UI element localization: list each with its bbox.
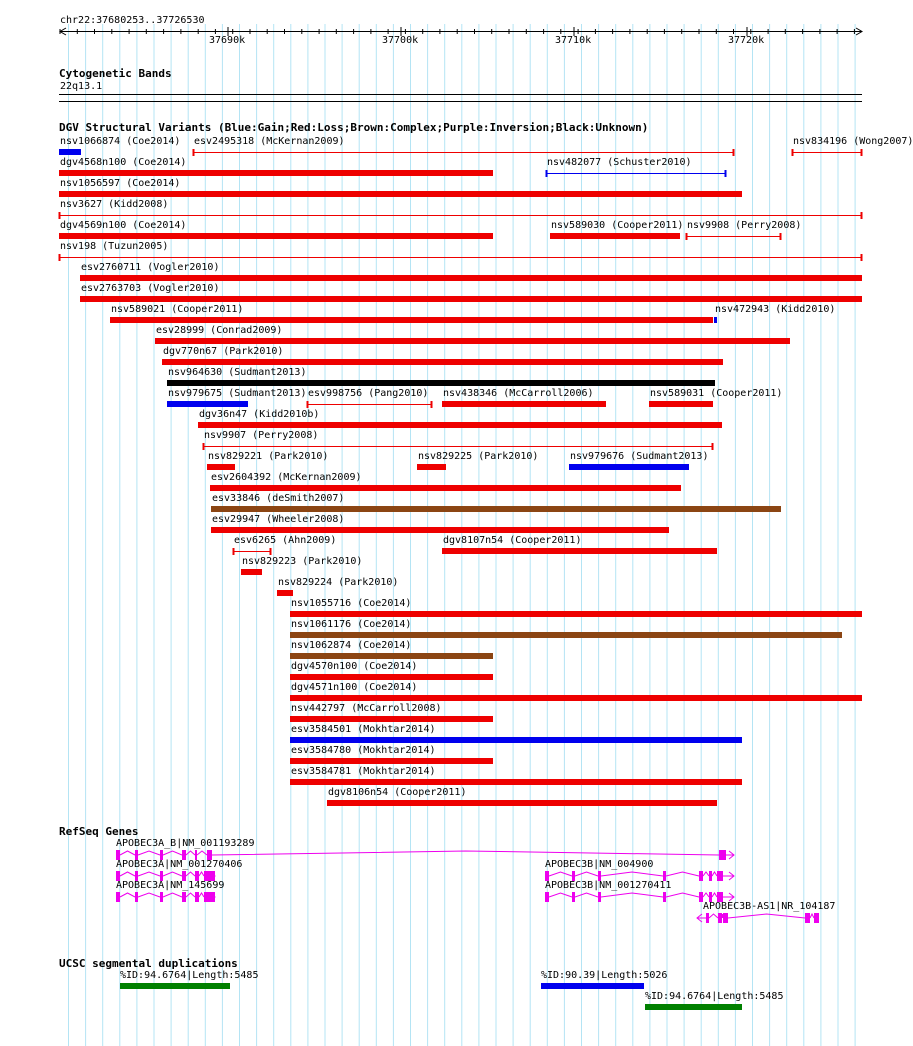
dgv-feature-label: dgv770n67 (Park2010) [163,346,284,357]
gene-label: APOBEC3B-AS1|NR_104187 [703,901,836,912]
ruler-tick-label: 37700k [382,35,419,46]
dgv-feature-label: esv3584501 (Mokhtar2014) [291,724,436,735]
dgv-feature-label: dgv4568n100 (Coe2014) [60,157,187,168]
cytoband-label: 22q13.1 [60,81,103,92]
dgv-feature-label: esv29947 (Wheeler2008) [212,514,345,525]
dgv-feature-label: nsv1062874 (Coe2014) [291,640,412,651]
dgv-feature-label: dgv8106n54 (Cooper2011) [328,787,467,798]
ruler-tick-label: 37690k [209,35,246,46]
dgv-feature-label: esv3584781 (Mokhtar2014) [291,766,436,777]
dgv-feature-label: nsv9907 (Perry2008) [204,430,319,441]
dgv-feature-label: esv28999 (Conrad2009) [156,325,283,336]
ruler-tick-label: 37710k [555,35,592,46]
dgv-feature-label: nsv9908 (Perry2008) [687,220,802,231]
dgv-feature-label: esv2763703 (Vogler2010) [81,283,220,294]
dgv-feature-label: esv3584780 (Mokhtar2014) [291,745,436,756]
dgv-feature-label: nsv482077 (Schuster2010) [547,157,692,168]
dgv-feature-label: nsv589031 (Cooper2011) [650,388,783,399]
dgv-feature-label: nsv198 (Tuzun2005) [60,241,169,252]
region-label: chr22:37680253..37726530 [60,15,205,26]
dgv-feature-label: esv998756 (Pang2010) [308,388,429,399]
cytoband-track-title: Cytogenetic Bands [59,67,172,80]
ruler-tick-label: 37720k [728,35,765,46]
dgv-feature-label: nsv589030 (Cooper2011) [551,220,684,231]
segdup-bar [120,983,230,989]
segdup-label: %ID:94.6764|Length:5485 [645,991,784,1002]
dgv-feature-label: nsv1055716 (Coe2014) [291,598,412,609]
dgv-feature-label: nsv829223 (Park2010) [242,556,363,567]
segdup-track-title: UCSC segmental duplications [59,957,238,970]
dgv-feature-label: nsv964630 (Sudmant2013) [168,367,307,378]
dgv-feature-label: esv2760711 (Vogler2010) [81,262,220,273]
dgv-feature-label: nsv472943 (Kidd2010) [715,304,836,315]
segdup-label: %ID:94.6764|Length:5485 [120,970,259,981]
segdup-bar [541,983,644,989]
segdup-label: %ID:90.39|Length:5026 [541,970,668,981]
dgv-feature-label: esv2604392 (McKernan2009) [211,472,362,483]
gene-label: APOBEC3B|NM_001270411 [545,880,672,891]
dgv-feature-label: nsv1066874 (Coe2014) [60,136,181,147]
dgv-feature-label: nsv442797 (McCarroll2008) [291,703,442,714]
dgv-feature-label: dgv8107n54 (Cooper2011) [443,535,582,546]
refseq-track-title: RefSeq Genes [59,825,139,838]
dgv-feature-label: nsv829225 (Park2010) [418,451,539,462]
dgv-feature-label: nsv438346 (McCarroll2006) [443,388,594,399]
dgv-feature-label: nsv1061176 (Coe2014) [291,619,412,630]
gene-label: APOBEC3A|NM_145699 [116,880,225,891]
dgv-feature-label: esv33846 (deSmith2007) [212,493,345,504]
dgv-feature-label: nsv589021 (Cooper2011) [111,304,244,315]
dgv-feature-label: dgv36n47 (Kidd2010b) [199,409,320,420]
dgv-feature-label: dgv4569n100 (Coe2014) [60,220,187,231]
gene-label: APOBEC3B|NM_004900 [545,859,654,870]
dgv-feature-label: dgv4570n100 (Coe2014) [291,661,418,672]
dgv-feature-label: nsv3627 (Kidd2008) [60,199,169,210]
dgv-track-title: DGV Structural Variants (Blue:Gain;Red:Loss;Brown:Complex;Purple:Inversion;Black:Unknown) [59,121,649,134]
dgv-feature-label: nsv1056597 (Coe2014) [60,178,181,189]
gene-label: APOBEC3A|NM_001270406 [116,859,243,870]
segdup-bar [645,1004,742,1010]
dgv-feature-label: esv6265 (Ahn2009) [234,535,337,546]
dgv-feature-label: nsv829224 (Park2010) [278,577,399,588]
dgv-feature-label: dgv4571n100 (Coe2014) [291,682,418,693]
gene-label: APOBEC3A_B|NM_001193289 [116,838,255,849]
dgv-feature-label: nsv834196 (Wong2007) [793,136,913,147]
dgv-feature-label: esv2495318 (McKernan2009) [194,136,345,147]
dgv-feature-label: nsv829221 (Park2010) [208,451,329,462]
dgv-feature-label: nsv979675 (Sudmant2013) [168,388,307,399]
dgv-feature-label: nsv979676 (Sudmant2013) [570,451,709,462]
